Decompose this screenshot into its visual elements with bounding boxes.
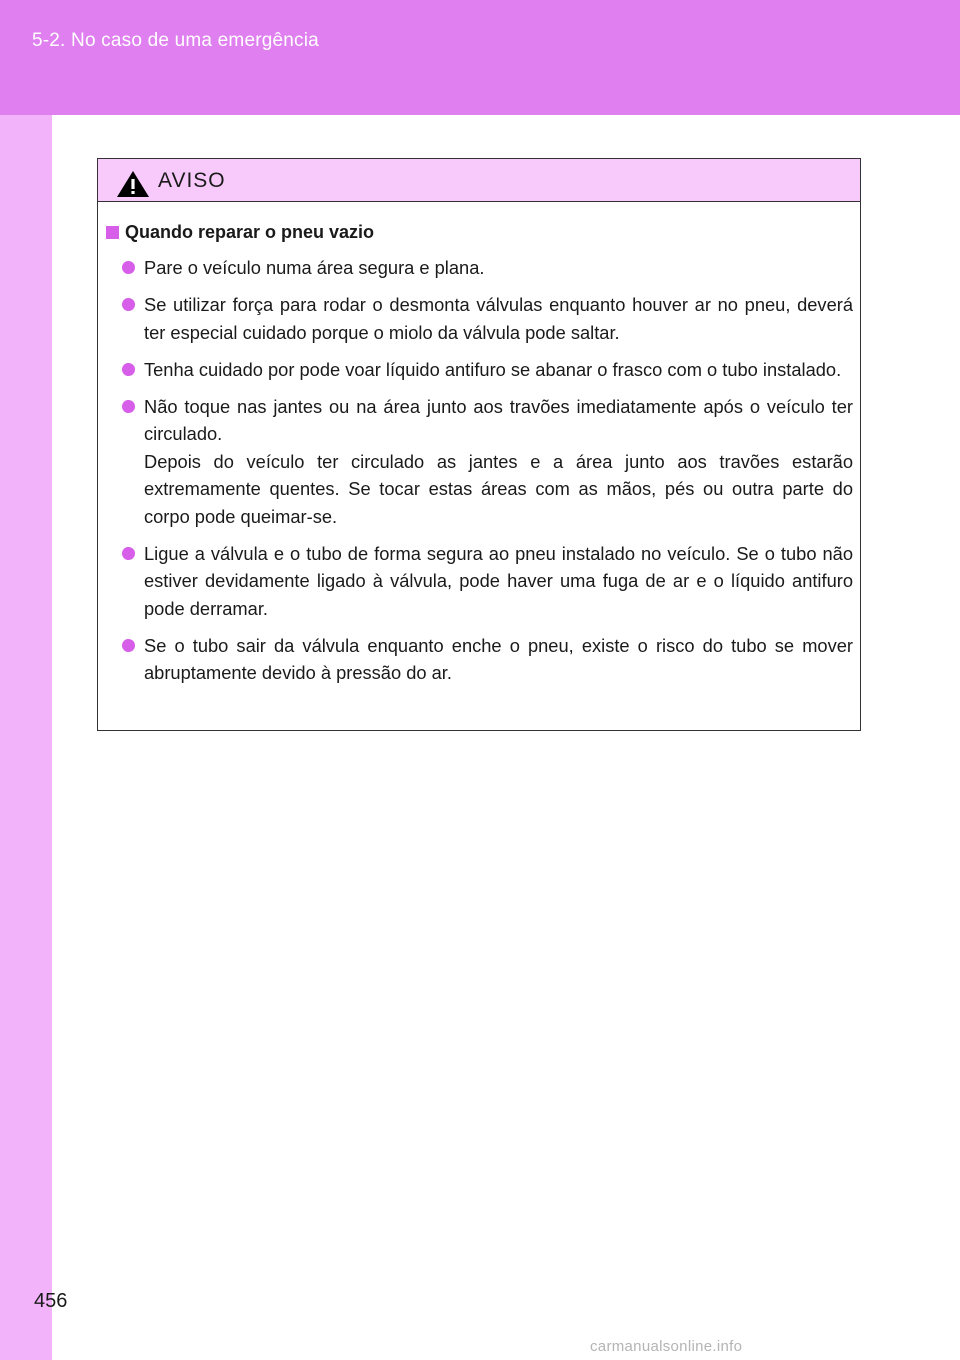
- round-bullet-icon: [122, 298, 135, 311]
- item-text-continued: Depois do veículo ter circulado as jantes e a área junto aos travões estarão extremamente quentes. Se tocar estas áreas com as mãos, pés ou outra parte do corpo pode queimar-se.: [144, 450, 853, 527]
- list-item: [122, 254, 853, 282]
- watermark: carmanualsonline.info: [590, 1338, 743, 1355]
- warning-items-list: [122, 254, 853, 696]
- list-item: [122, 540, 853, 623]
- item-text: Ligue a válvula e o tubo de forma segura ao pneu instalado no veículo. Se o tubo não estiver devidamente ligado à válvula, pode haver uma fuga de ar e o líquido antifuro pode derramar.: [144, 542, 853, 619]
- side-margin-band: [0, 115, 52, 1360]
- round-bullet-icon: [122, 261, 135, 274]
- warning-box-header: [98, 159, 860, 202]
- warning-triangle-icon: [116, 170, 150, 198]
- round-bullet-icon: [122, 639, 135, 652]
- chapter-header: [0, 0, 960, 115]
- section-title: 5-2. No caso de uma emergência: [32, 30, 319, 51]
- item-text: Pare o veículo numa área segura e plana.: [144, 257, 485, 278]
- list-item: [122, 393, 853, 531]
- list-item: [122, 632, 853, 687]
- warning-box: [97, 158, 861, 731]
- section-heading: [106, 222, 374, 243]
- round-bullet-icon: [122, 400, 135, 413]
- item-text: Se utilizar força para rodar o desmonta válvulas enquanto houver ar no pneu, deverá ter especial cuidado porque o miolo da válvula pode saltar.: [144, 294, 853, 343]
- list-item: [122, 356, 853, 384]
- section-heading-text: Quando reparar o pneu vazio: [125, 222, 375, 242]
- warning-label: AVISO: [158, 169, 226, 192]
- page-number: 456: [34, 1290, 68, 1312]
- square-bullet-icon: [106, 226, 119, 239]
- item-text: Não toque nas jantes ou na área junto aos travões imediatamente após o veículo ter circulado.: [144, 395, 853, 444]
- round-bullet-icon: [122, 363, 135, 376]
- round-bullet-icon: [122, 547, 135, 560]
- list-item: [122, 291, 853, 346]
- item-text: Se o tubo sair da válvula enquanto enche o pneu, existe o risco do tubo se mover abruptamente devido à pressão do ar.: [144, 634, 853, 683]
- item-text: Tenha cuidado por pode voar líquido antifuro se abanar o frasco com o tubo instalado.: [144, 358, 842, 380]
